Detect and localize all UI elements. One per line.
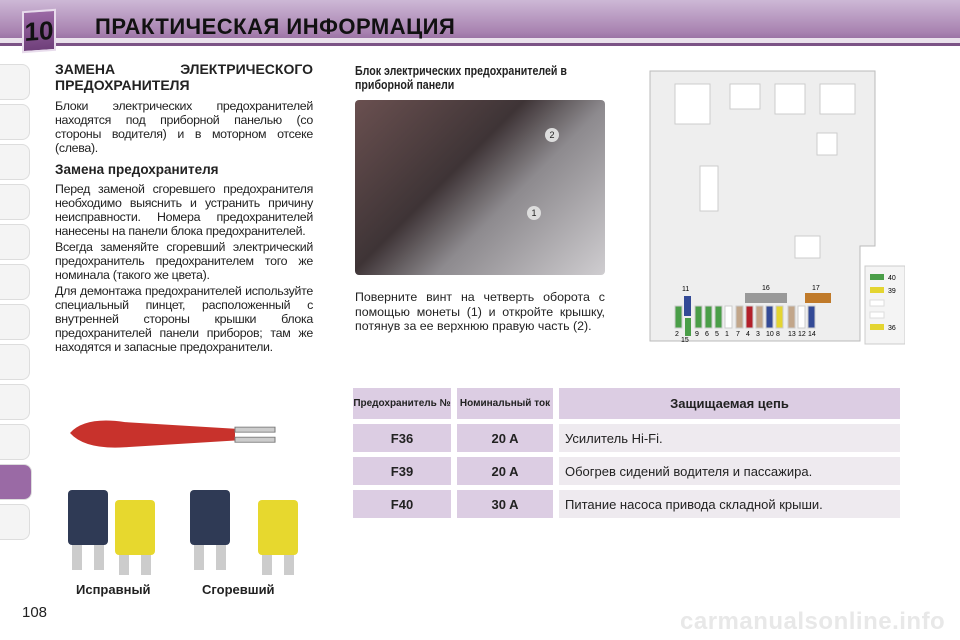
caption-good-fuse: Исправный [76,582,151,597]
fuse-slot-label: 6 [705,331,709,338]
fuse-slot [736,306,743,328]
fuse-slot [798,306,805,328]
paragraph: Перед заменой сгоревшего предохранителя необходимо выяснить и устранить причину неисправности. Номера предохранителей нанесены на панели блока предохранителей. [55,182,313,238]
paragraph: Всегда заменяйте сгоревший электрический предохранитель предохранителем того же номинала (такого же цвета). [55,240,313,282]
fuse-slot [725,306,732,328]
rated-current: 30 A [457,490,553,518]
chapter-tab[interactable] [0,304,30,340]
fuse-slot [675,306,682,328]
fuse-number: F36 [353,424,451,452]
diagram-label-17: 17 [812,285,820,292]
chapter-tab[interactable] [0,384,30,420]
fuse-slot-label: 13 [788,331,796,338]
protected-circuit: Обогрев сидений водителя и пассажира. [559,457,900,485]
table-row [353,490,900,518]
subsection-title: Замена предохранителя [55,162,219,177]
chapter-tabs [0,64,30,544]
rated-current: 20 A [457,457,553,485]
fuse-slot [788,306,795,328]
fuse-number: F39 [353,457,451,485]
fuse-slot-label: 5 [715,331,719,338]
fuse-slot-label: 10 [766,331,774,338]
chapter-tab[interactable] [0,344,30,380]
chapter-tab-active[interactable] [0,464,32,500]
callout-1: 1 [527,206,541,220]
page-number: 108 [22,604,48,621]
page-title: ПРАКТИЧЕСКАЯ ИНФОРМАЦИЯ [95,14,456,39]
fuse-slot-label: 12 [798,331,806,338]
header-divider [0,43,960,46]
fuse-slot [695,306,702,328]
header-fuse-number: Предохранитель № [353,388,451,419]
paragraph: Для демонтажа предохранителей используйте специальный пинцет, расположенный с внутренней стороны крышки блока предохранителей панели приборов; там же находятся и запасные предохранители. [55,284,313,354]
header-rated-current: Номинальный ток [457,388,553,419]
fuse-slot [705,306,712,328]
chapter-tab[interactable] [0,184,30,220]
fuse-slot [808,306,815,328]
chapter-tab[interactable] [0,144,30,180]
chapter-number: 10 [22,9,56,53]
chapter-tab[interactable] [0,104,30,140]
table-header-row [353,388,900,419]
header-protected-circuit: Защищаемая цепь [559,388,900,419]
instruction-text: Поверните винт на четверть оборота с помощью монеты (1) и откройте крышку, потянув за ее верхнюю правую часть (2). [355,290,605,334]
chapter-tab[interactable] [0,424,30,460]
callout-2: 2 [545,128,559,142]
fuse-slot [776,306,783,328]
chapter-tab[interactable] [0,224,30,260]
fuse-puller-illustration [65,412,285,454]
caption-blown-fuse: Сгоревший [202,582,275,597]
fuse-slot-label: 9 [695,331,699,338]
diagram-label-16: 16 [762,285,770,292]
chapter-tab[interactable] [0,64,30,100]
fuse-slot [756,306,763,328]
diagram-label-11: 11 [682,286,690,293]
fuse-slot [766,306,773,328]
table-row [353,457,900,485]
fusebox-title: Блок электрических предохранителей в приборной панели [355,64,567,92]
fuse-number: F40 [353,490,451,518]
fuse-slot-label: 14 [808,331,816,338]
dashboard-fusebox-photo [355,100,605,275]
fuse-slot-label: 8 [776,331,780,338]
watermark: carmanualsonline.info [680,608,946,635]
rated-current: 20 A [457,424,553,452]
diagram-label-15: 15 [681,337,689,344]
fuse-slot-label: 1 [725,331,729,338]
legend-39: 39 [888,288,896,295]
chapter-tab[interactable] [0,504,30,540]
fuse-slot [715,306,722,328]
left-column [55,61,313,354]
protected-circuit: Усилитель Hi-Fi. [559,424,900,452]
legend-40: 40 [888,275,896,282]
fuse-slot-label: 7 [736,331,740,338]
protected-circuit: Питание насоса привода складной крыши. [559,490,900,518]
fuse-slot [746,306,753,328]
chapter-tab[interactable] [0,264,30,300]
section-title: ЗАМЕНА ЭЛЕКТРИЧЕСКОГО ПРЕДОХРАНИТЕЛЯ [55,61,313,93]
table-row [353,424,900,452]
fuse-layout-diagram [645,66,905,346]
fuse-table [347,383,906,523]
fuse-slot-label: 3 [756,331,760,338]
fuse-slot-label: 4 [746,331,750,338]
legend-36: 36 [888,325,896,332]
intro-text: Блоки электрических предохранителей находятся под приборной панелью (со стороны водителя) и в моторном отсеке (слева). [55,99,313,155]
fuse-slot-label: 2 [675,331,679,338]
fuse-comparison-illustration [60,470,310,580]
